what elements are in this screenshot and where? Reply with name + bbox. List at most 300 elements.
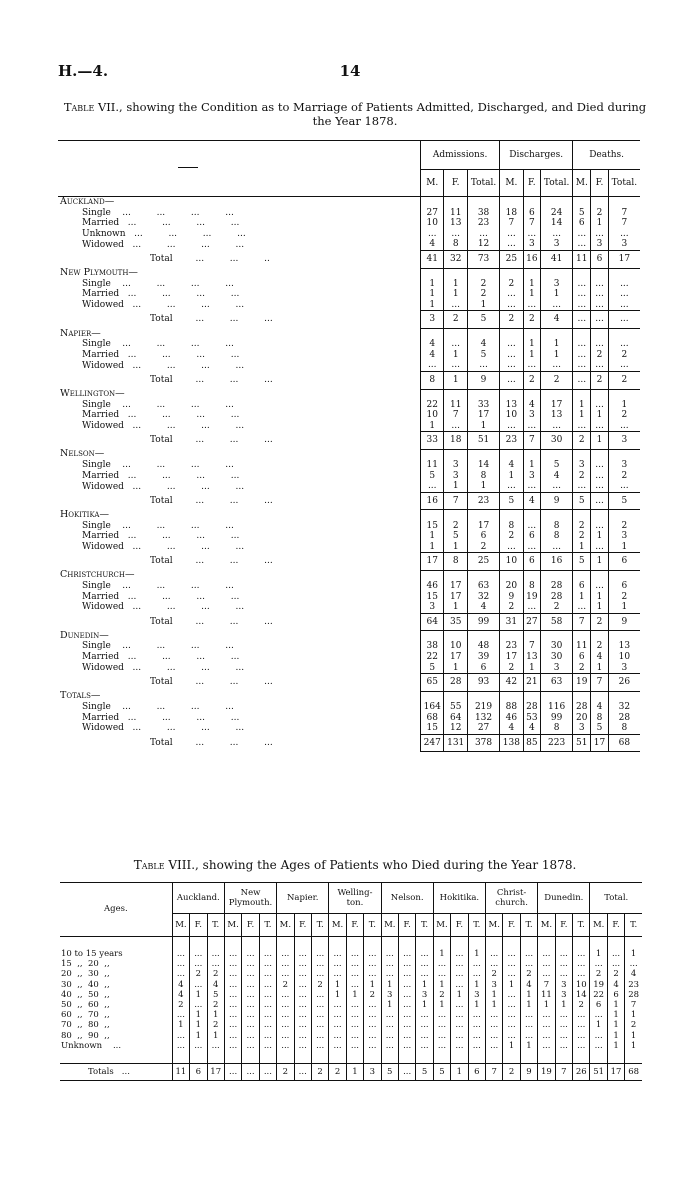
empty-cell (608, 268, 640, 279)
cell: ... (398, 990, 415, 1000)
cell: ... (451, 1010, 468, 1020)
empty-cell (591, 449, 608, 460)
cell: 1 (541, 289, 573, 300)
cell: ... (591, 421, 608, 432)
cell: 23 (500, 641, 523, 652)
cell: ... (607, 949, 624, 959)
cell: ... (444, 339, 467, 350)
cell: 8 (591, 713, 608, 724)
age-label: Unknown ... (61, 1040, 122, 1051)
cell: 23 (625, 980, 642, 990)
spacer (364, 937, 381, 950)
sub-header: F. (503, 914, 520, 937)
cell: ... (573, 1031, 590, 1041)
empty-cell (591, 389, 608, 400)
cell: ... (555, 1031, 572, 1041)
cell: 3 (523, 410, 540, 421)
table-row (58, 592, 640, 603)
total-label: Total ... ... ... (150, 435, 273, 446)
cell: ... (294, 1020, 311, 1030)
cell: ... (172, 949, 189, 959)
total-cell: 10 (500, 553, 523, 571)
cell: ... (500, 481, 523, 492)
sub-header: F. (242, 914, 259, 937)
district-header: Hokitika. (433, 883, 485, 914)
cell: ... (573, 421, 591, 432)
table-row (58, 542, 640, 553)
cell: ... (172, 959, 189, 969)
cell: 1 (523, 460, 540, 471)
table-row (58, 218, 640, 229)
total-cell: 6 (190, 1064, 207, 1081)
cell: 11 (573, 641, 591, 652)
cell: ... (242, 959, 259, 969)
cell: ... (591, 581, 608, 592)
cell: ... (294, 980, 311, 990)
empty-cell (467, 691, 499, 702)
cell: ... (573, 239, 591, 250)
cell: 4 (207, 980, 224, 990)
total-cell: 7 (555, 1064, 572, 1081)
cell: ... (433, 1031, 450, 1041)
cell: ... (468, 1031, 485, 1041)
cell: 1 (433, 1000, 450, 1010)
row-label: Married ... ... ... ... (82, 712, 240, 723)
cell: 4 (541, 471, 573, 482)
cell: 219 (467, 702, 499, 713)
spacer (416, 937, 433, 950)
cell: ... (591, 229, 608, 240)
cell: ... (541, 229, 573, 240)
row-label: Married ... ... ... ... (82, 218, 240, 229)
table7-corner (58, 141, 421, 197)
cell: 2 (591, 350, 608, 361)
section-row (58, 510, 640, 521)
col-header: Total. (467, 170, 499, 197)
cell: 1 (468, 1000, 485, 1010)
cell: ... (500, 289, 523, 300)
cell: ... (207, 1041, 224, 1051)
cell: 1 (172, 1020, 189, 1030)
cell: 7 (608, 208, 640, 219)
cell: 1 (421, 300, 444, 311)
cell: ... (190, 1000, 207, 1010)
empty-cell (573, 268, 591, 279)
empty-cell (523, 631, 540, 642)
cell: 4 (607, 980, 624, 990)
cell: 2 (591, 641, 608, 652)
total-cell: ... (573, 311, 591, 329)
cell: 17 (541, 400, 573, 411)
cell: ... (416, 949, 433, 959)
total-cell: 2 (311, 1064, 328, 1081)
spacer (573, 937, 590, 950)
cell: 2 (500, 279, 523, 290)
cell: 6 (467, 531, 499, 542)
cell: 46 (500, 713, 523, 724)
district-header: New Plymouth. (224, 883, 276, 914)
cell: 32 (608, 702, 640, 713)
spacer (381, 1051, 398, 1064)
cell: 2 (207, 1020, 224, 1030)
table-row (58, 460, 640, 471)
spacer (277, 1051, 294, 1064)
cell: 53 (523, 713, 540, 724)
cell: ... (224, 1010, 241, 1020)
section-row (58, 570, 640, 581)
age-label: 30 ,, 40 ,, (61, 979, 110, 990)
cell: ... (573, 300, 591, 311)
cell: ... (591, 460, 608, 471)
cell: ... (277, 959, 294, 969)
empty-cell (444, 197, 467, 208)
cell: ... (573, 289, 591, 300)
empty-cell (608, 329, 640, 340)
age-label: 70 ,, 80 ,, (61, 1020, 110, 1031)
cell: 2 (500, 602, 523, 613)
empty-cell (573, 389, 591, 400)
cell: 8 (541, 723, 573, 734)
cell: 20 (500, 581, 523, 592)
cell: 4 (467, 602, 499, 613)
total-cell: 27 (523, 613, 540, 631)
cell: ... (520, 959, 537, 969)
cell: ... (329, 1031, 346, 1041)
sub-header: M. (381, 914, 398, 937)
age-row (60, 949, 642, 959)
total-cell: 26 (573, 1064, 590, 1081)
empty-cell (608, 691, 640, 702)
total-cell: 68 (608, 734, 640, 752)
empty-cell (591, 510, 608, 521)
table-row (58, 360, 640, 371)
total-cell: 41 (541, 250, 573, 268)
empty-cell (500, 510, 523, 521)
cell: 17 (467, 410, 499, 421)
sub-header: M. (433, 914, 450, 937)
cell: 11 (444, 400, 467, 411)
cell: ... (503, 1020, 520, 1030)
cell: 2 (486, 969, 503, 979)
cell: 1 (591, 602, 608, 613)
cell: ... (329, 959, 346, 969)
cell: ... (591, 279, 608, 290)
spacer-row (60, 937, 642, 950)
cell: ... (468, 1020, 485, 1030)
district-header: Napier. (277, 883, 329, 914)
cell: 1 (486, 1000, 503, 1010)
cell: 1 (346, 990, 363, 1000)
total-cell: 1 (346, 1064, 363, 1081)
cell: 2 (608, 350, 640, 361)
total-cell: 3 (364, 1064, 381, 1081)
cell: ... (364, 1041, 381, 1051)
cell: 2 (467, 279, 499, 290)
cell: 2 (573, 1000, 590, 1010)
empty-cell (541, 570, 573, 581)
cell: 23 (467, 218, 499, 229)
cell: 1 (467, 481, 499, 492)
spacer (520, 1051, 537, 1064)
cell: ... (468, 969, 485, 979)
cell: ... (591, 400, 608, 411)
cell: 3 (541, 663, 573, 674)
cell: ... (468, 1041, 485, 1051)
spacer (625, 937, 642, 950)
spacer (398, 1051, 415, 1064)
section-row (58, 389, 640, 400)
total-cell: 33 (421, 432, 444, 450)
cell: ... (451, 1020, 468, 1030)
total-label: Total ... ... ... (150, 314, 273, 325)
section-row (58, 268, 640, 279)
cell: ... (329, 1000, 346, 1010)
row-label: Married ... ... ... ... (82, 652, 240, 663)
cell: 1 (590, 1020, 607, 1030)
cell: ... (329, 969, 346, 979)
cell: ... (555, 1010, 572, 1020)
spacer (607, 937, 624, 950)
col-header: M. (500, 170, 523, 197)
total-cell: 16 (523, 250, 540, 268)
sub-header: T. (364, 914, 381, 937)
cell: 7 (523, 218, 540, 229)
section-name: Dunedin— (60, 629, 109, 641)
age-row (60, 1041, 642, 1051)
cell: ... (277, 1031, 294, 1041)
empty-cell (467, 197, 499, 208)
cell: 1 (381, 1000, 398, 1010)
total-cell: 28 (444, 674, 467, 692)
cell: ... (573, 959, 590, 969)
row-label: Married ... ... ... ... (82, 289, 240, 300)
cell: 3 (608, 663, 640, 674)
cell: ... (538, 969, 555, 979)
cell: ... (398, 1000, 415, 1010)
cell: ... (608, 339, 640, 350)
section-name: Napier— (60, 327, 101, 339)
cell: 2 (573, 471, 591, 482)
row-label: Widowed ... ... ... ... (82, 421, 245, 432)
cell: 17 (500, 652, 523, 663)
cell: ... (294, 959, 311, 969)
table8-caption-lead: Table VIII. (133, 858, 196, 872)
cell: ... (523, 360, 540, 371)
cell: ... (259, 949, 276, 959)
total-cell: 18 (444, 432, 467, 450)
cell: ... (398, 980, 415, 990)
empty-cell (573, 329, 591, 340)
empty-cell (541, 197, 573, 208)
cell: ... (346, 969, 363, 979)
page-number: 14 (339, 62, 361, 80)
cell: ... (608, 481, 640, 492)
row-label: Single ... ... ... ... (82, 278, 234, 289)
sub-header: M. (486, 914, 503, 937)
cell: ... (259, 1020, 276, 1030)
cell: ... (381, 1020, 398, 1030)
empty-cell (591, 570, 608, 581)
cell: 1 (608, 602, 640, 613)
col-header: M. (573, 170, 591, 197)
cell: 17 (444, 581, 467, 592)
table-row (58, 289, 640, 300)
total-cell: 2 (444, 311, 467, 329)
cell: 4 (523, 723, 540, 734)
cell: ... (364, 969, 381, 979)
total-cell: 16 (541, 553, 573, 571)
sub-header: T. (625, 914, 642, 937)
total-cell: 5 (433, 1064, 450, 1081)
cell: 2 (625, 1020, 642, 1030)
section-name: Auckland— (60, 196, 115, 207)
spacer (573, 1051, 590, 1064)
total-cell: ... (573, 371, 591, 389)
total-cell: 4 (523, 492, 540, 510)
total-cell: 17 (591, 734, 608, 752)
empty-cell (500, 329, 523, 340)
cell: ... (451, 1031, 468, 1041)
age-row (60, 959, 642, 969)
cell: ... (172, 969, 189, 979)
cell: 27 (467, 723, 499, 734)
cell: ... (503, 990, 520, 1000)
cell: 6 (607, 990, 624, 1000)
cell: 5 (541, 460, 573, 471)
group-deaths: Deaths. (573, 141, 640, 170)
cell: ... (224, 980, 241, 990)
cell: 17 (467, 521, 499, 532)
section-name: Nelson— (60, 448, 105, 460)
cell: ... (398, 1010, 415, 1020)
cell: 2 (573, 663, 591, 674)
cell: 30 (541, 652, 573, 663)
spacer (259, 937, 276, 950)
cell: ... (590, 1041, 607, 1051)
cell: ... (172, 1010, 189, 1020)
total-cell: 223 (541, 734, 573, 752)
total-cell: 7 (486, 1064, 503, 1081)
cell: ... (416, 1041, 433, 1051)
spacer (224, 1051, 241, 1064)
cell: 2 (541, 602, 573, 613)
empty-cell (608, 449, 640, 460)
sub-header: F. (294, 914, 311, 937)
total-cell: 5 (608, 492, 640, 510)
cell: 1 (523, 279, 540, 290)
cell: ... (311, 990, 328, 1000)
row-label: Widowed ... ... ... ... (82, 300, 245, 311)
cell: ... (541, 300, 573, 311)
spacer (190, 1051, 207, 1064)
cell: 48 (467, 641, 499, 652)
cell: ... (500, 300, 523, 311)
empty-cell (421, 631, 444, 642)
sub-header: M. (590, 914, 607, 937)
cell: 1 (523, 289, 540, 300)
cell: ... (500, 421, 523, 432)
cell: 38 (421, 641, 444, 652)
total-cell: 21 (523, 674, 540, 692)
ages-header: Ages. (60, 883, 172, 937)
age-row (60, 1031, 642, 1041)
cell: 10 (500, 410, 523, 421)
empty-cell (467, 449, 499, 460)
age-row (60, 969, 642, 979)
cell: 3 (541, 279, 573, 290)
sub-header: T. (468, 914, 485, 937)
cell: 20 (573, 713, 591, 724)
cell: 2 (207, 1000, 224, 1010)
cell: ... (573, 360, 591, 371)
spacer (607, 1051, 624, 1064)
cell: 1 (467, 300, 499, 311)
total-cell: 7 (444, 492, 467, 510)
table8-caption (60, 858, 650, 872)
cell: 1 (421, 421, 444, 432)
empty-cell (444, 449, 467, 460)
cell: 2 (444, 521, 467, 532)
empty-cell (467, 510, 499, 521)
cell: 1 (503, 1041, 520, 1051)
district-header: Dunedin. (538, 883, 590, 914)
total-cell: ... (591, 311, 608, 329)
total-cell: 6 (468, 1064, 485, 1081)
empty-cell (541, 449, 573, 460)
total-cell: 65 (421, 674, 444, 692)
spacer (329, 937, 346, 950)
cell: ... (486, 1031, 503, 1041)
total-cell: ... (608, 311, 640, 329)
total-cell: 2 (523, 311, 540, 329)
table7-caption-lead: Table VII. (63, 100, 120, 114)
spacer (625, 1051, 642, 1064)
total-cell: ... (259, 1064, 276, 1081)
cell: ... (555, 959, 572, 969)
cell: 1 (444, 481, 467, 492)
total-cell: 5 (573, 553, 591, 571)
total-cell: 23 (500, 432, 523, 450)
cell: 1 (591, 410, 608, 421)
cell: ... (259, 1041, 276, 1051)
spacer (555, 937, 572, 950)
age-row (60, 990, 642, 1000)
row-label: Married ... ... ... ... (82, 470, 240, 481)
cell: ... (608, 360, 640, 371)
empty-cell (523, 329, 540, 340)
cell: ... (541, 542, 573, 553)
total-cell: 31 (500, 613, 523, 631)
cell: ... (364, 1020, 381, 1030)
district-header: Christ-church. (486, 883, 538, 914)
total-cell: 2 (541, 371, 573, 389)
cell: 1 (555, 1000, 572, 1010)
empty-cell (523, 449, 540, 460)
total-cell: 85 (523, 734, 540, 752)
cell: 1 (444, 602, 467, 613)
total-cell: 138 (500, 734, 523, 752)
cell: ... (591, 521, 608, 532)
cell: 14 (541, 218, 573, 229)
cell: 3 (608, 239, 640, 250)
total-row (58, 432, 640, 450)
cell: ... (433, 1020, 450, 1030)
cell: 8 (444, 239, 467, 250)
spacer (172, 1051, 189, 1064)
row-label: Single ... ... ... ... (82, 641, 234, 652)
cell: 99 (541, 713, 573, 724)
cell: ... (591, 339, 608, 350)
